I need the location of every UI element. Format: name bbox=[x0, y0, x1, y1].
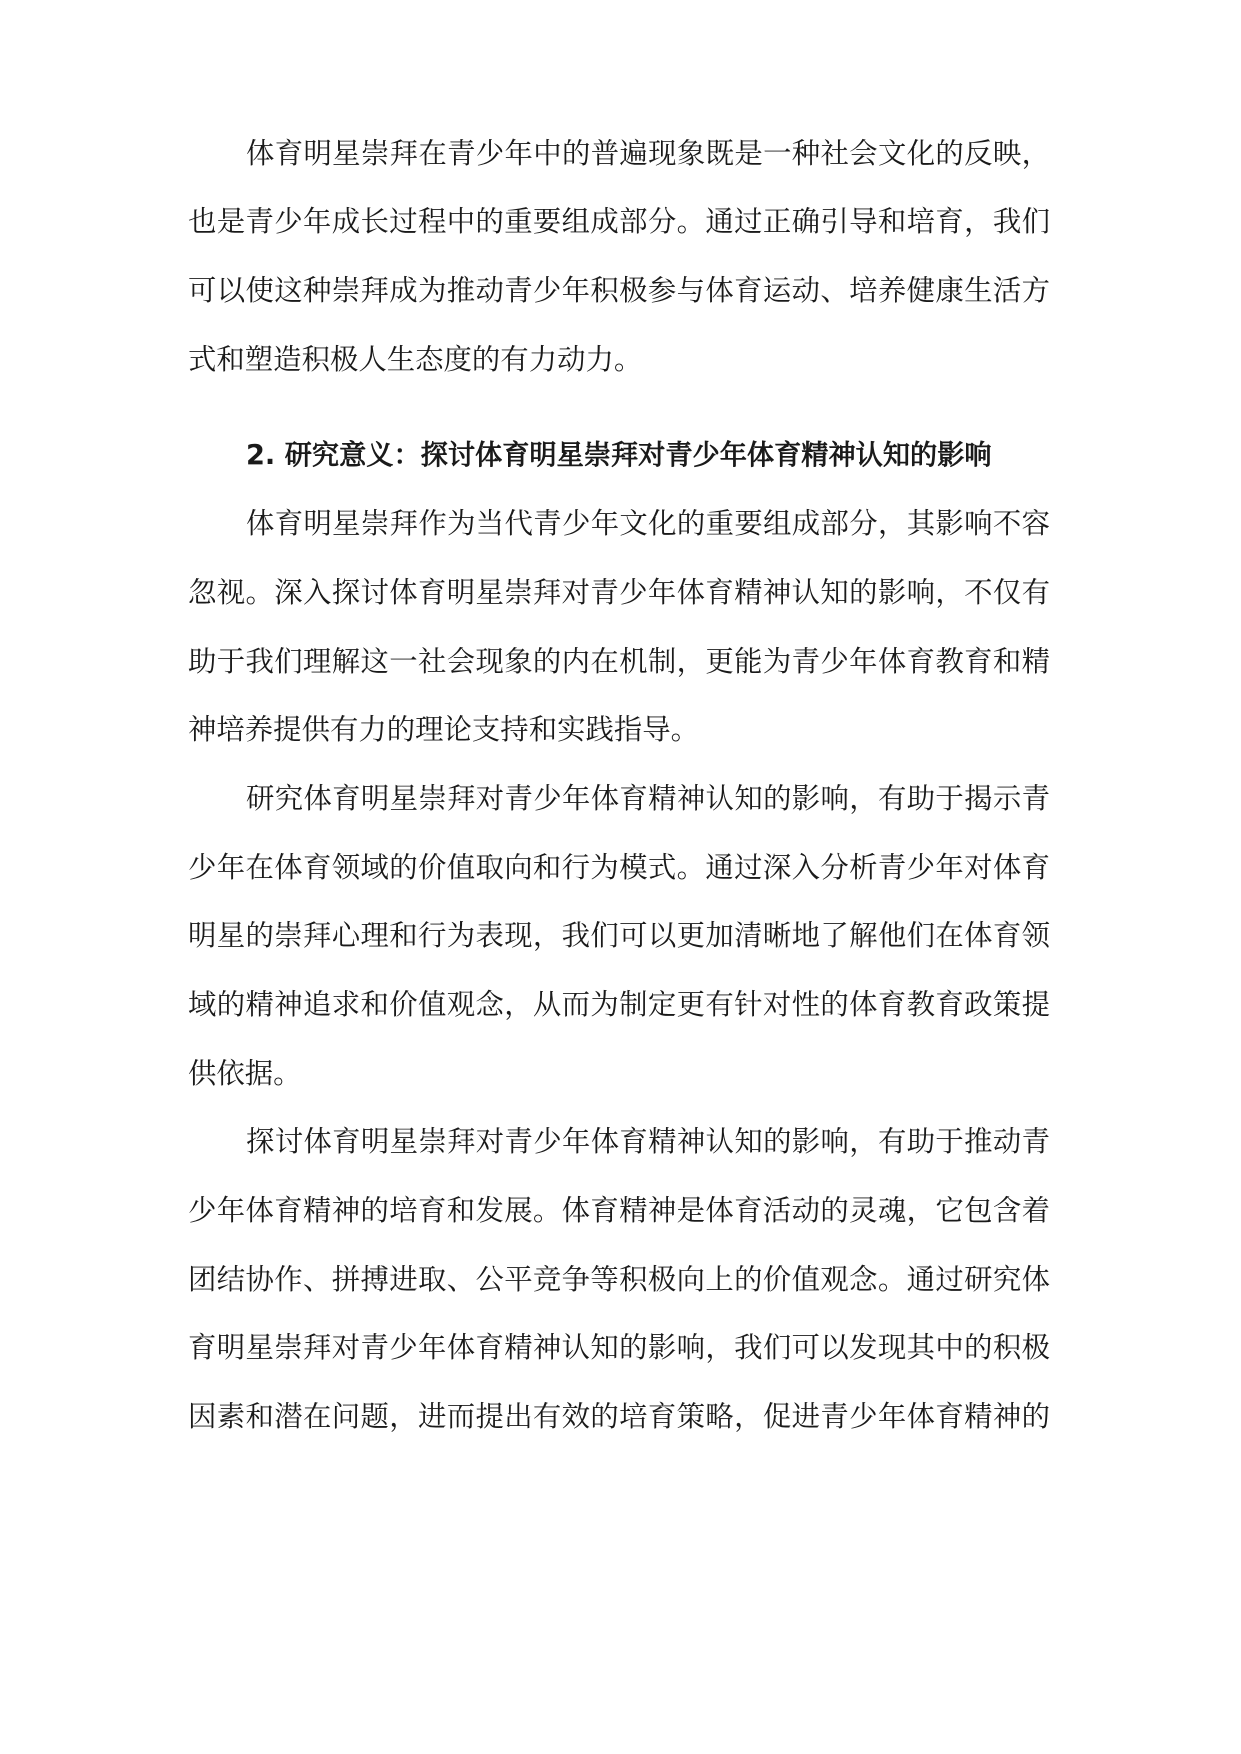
paragraph-line: 也是青少年成长过程中的重要组成部分。通过正确引导和培育，我们 bbox=[188, 205, 1050, 238]
paragraph-line: 式和塑造积极人生态度的有力动力。 bbox=[188, 343, 643, 376]
paragraph-line: 域的精神追求和价值观念，从而为制定更有针对性的体育教育政策提 bbox=[188, 988, 1050, 1021]
paragraph-line: 明星的崇拜心理和行为表现，我们可以更加清晰地了解他们在体育领 bbox=[188, 919, 1050, 952]
paragraph-line: 神培养提供有力的理论支持和实践指导。 bbox=[188, 713, 700, 746]
paragraph-line: 可以使这种崇拜成为推动青少年积极参与体育运动、培养健康生活方 bbox=[188, 274, 1050, 307]
paragraph-line: 研究体育明星崇拜对青少年体育精神认知的影响，有助于揭示青 bbox=[246, 782, 1050, 815]
paragraph-line: 体育明星崇拜在青少年中的普遍现象既是一种社会文化的反映， bbox=[246, 137, 1050, 170]
paragraph-line: 供依据。 bbox=[188, 1057, 302, 1090]
paragraph-line: 忽视。深入探讨体育明星崇拜对青少年体育精神认知的影响，不仅有 bbox=[188, 576, 1050, 609]
paragraph-line: 体育明星崇拜作为当代青少年文化的重要组成部分，其影响不容 bbox=[246, 507, 1050, 540]
paragraph-line: 因素和潜在问题，进而提出有效的培育策略，促进青少年体育精神的 bbox=[188, 1400, 1050, 1433]
section-heading: 2. 研究意义：探讨体育明星崇拜对青少年体育精神认知的影响 bbox=[246, 440, 992, 471]
paragraph-line: 探讨体育明星崇拜对青少年体育精神认知的影响，有助于推动青 bbox=[246, 1125, 1050, 1158]
paragraph-line: 团结协作、拼搏进取、公平竞争等积极向上的价值观念。通过研究体 bbox=[188, 1263, 1050, 1296]
paragraph-line: 助于我们理解这一社会现象的内在机制，更能为青少年体育教育和精 bbox=[188, 645, 1050, 678]
paragraph-line: 少年体育精神的培育和发展。体育精神是体育活动的灵魂，它包含着 bbox=[188, 1194, 1050, 1227]
paragraph-line: 少年在体育领域的价值取向和行为模式。通过深入分析青少年对体育 bbox=[188, 851, 1050, 884]
paragraph-line: 育明星崇拜对青少年体育精神认知的影响，我们可以发现其中的积极 bbox=[188, 1331, 1050, 1364]
